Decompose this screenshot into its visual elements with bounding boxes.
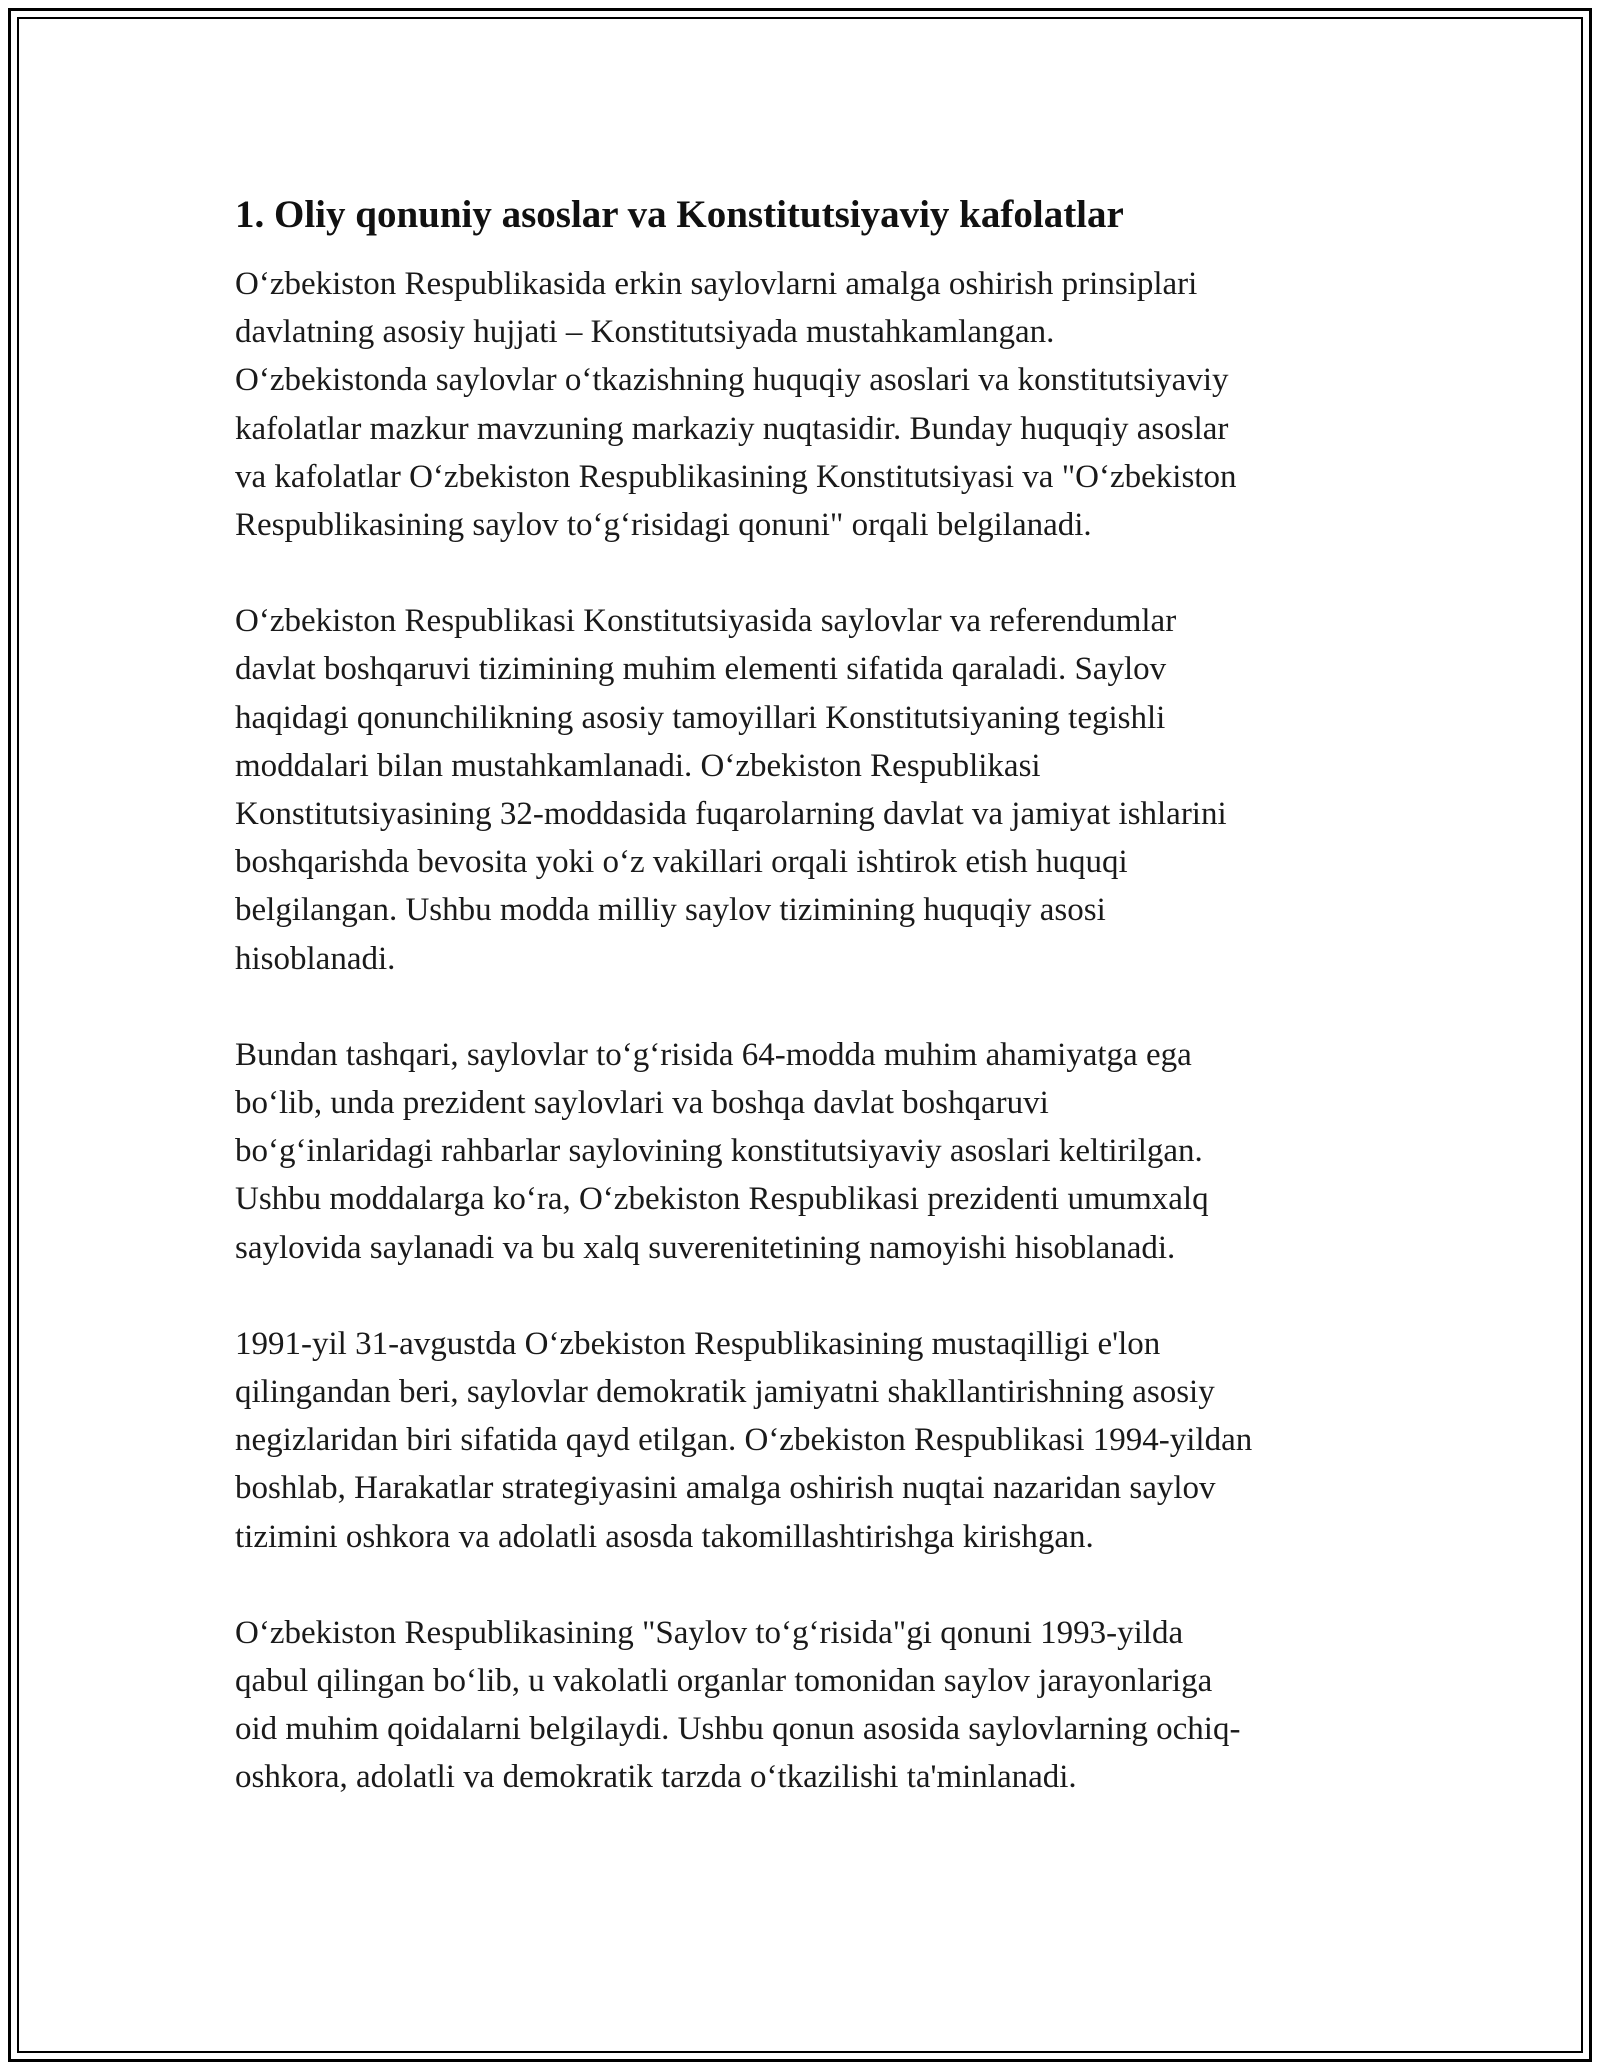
section-heading: 1. Oliy qonuniy asoslar va Konstitutsiyaviy kafolatlar (235, 193, 1124, 236)
paragraph-3: Bundan tashqari, saylovlar to‘g‘risida 64-modda muhim ahamiyatga ega bo‘lib, unda prezident saylovlari va boshqa davlat boshqaruvi bo‘g‘inlaridagi rahbarlar saylovining konstitutsiyaviy asoslari keltirilgan. Ushbu moddalarga ko‘ra, O‘zbekiston Respublikasi prezidenti umumxalq saylovida saylanadi va bu xalq suverenitetining namoyishi hisoblanadi. (235, 1036, 1209, 1266)
paragraph-5: O‘zbekiston Respublikasining "Saylov to‘g‘risida"gi qonuni 1993-yilda qabul qilingan bo‘lib, u vakolatli organlar tomonidan saylov jarayonlariga oid muhim qoidalarni belgilaydi. Ushbu qonun asosida saylovlarning ochiq- oshkora, adolatli va demokratik tarzda o‘tkazilishi ta'minlanadi. (235, 1614, 1241, 1796)
paragraph-2: O‘zbekiston Respublikasi Konstitutsiyasida saylovlar va referendumlar davlat boshqaruvi tizimining muhim elementi sifatida qaraladi. Saylov haqidagi qonunchilikning asosiy tamoyillari Konstitutsiyaning tegishli moddalari bilan mustahkamlanadi. O‘zbekiston Respublikasi Konstitutsiyasining 32-moddasida fuqarolarning davlat va jamiyat ishlarini boshqarishda bevosita yoki o‘z vakillari orqali ishtirok etish huquqi belgilangan. Ushbu modda milliy saylov tizimining huquqiy asosi hisoblanadi. (235, 603, 1227, 977)
document-body (235, 190, 1375, 1850)
paragraph-4: 1991-yil 31-avgustda O‘zbekiston Respublikasining mustaqilligi e'lon qilingandan beri, saylovlar demokratik jamiyatni shakllantirishning asosiy negizlaridan biri sifatida qayd etilgan. O‘zbekiston Respublikasi 1994-yildan boshlab, Harakatlar strategiyasini amalga oshirish nuqtai nazaridan saylov tizimini oshkora va adolatli asosda takomillashtirishga kirishgan. (235, 1325, 1253, 1555)
paragraph-1: O‘zbekiston Respublikasida erkin saylovlarni amalga oshirish prinsiplari davlatning asosiy hujjati – Konstitutsiyada mustahkamlangan. O‘zbekistonda saylovlar o‘tkazishning huquqiy asoslari va konstitutsiyaviy kafolatlar mazkur mavzuning markaziy nuqtasidir. Bunday huquqiy asoslar va kafolatlar O‘zbekiston Respublikasining Konstitutsiyasi va "O‘zbekiston Respublikasining saylov to‘g‘risidagi qonuni" orqali belgilanadi. (235, 266, 1237, 544)
